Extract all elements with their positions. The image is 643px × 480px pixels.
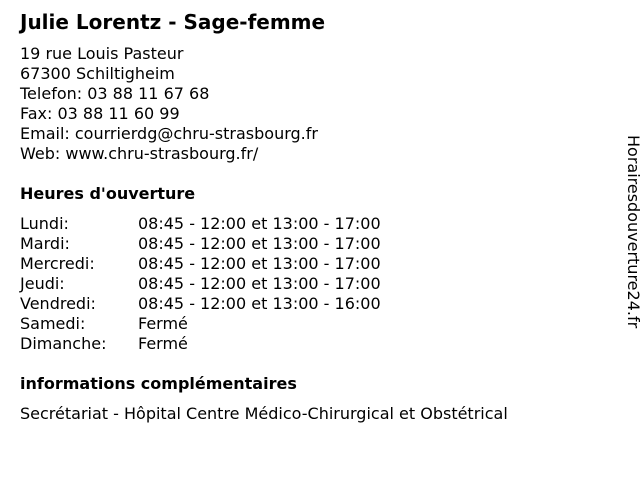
time-value: Fermé	[138, 314, 188, 333]
time-value: 08:45 - 12:00 et 13:00 - 17:00	[138, 254, 381, 273]
day-label: Lundi:	[20, 214, 69, 233]
day-label: Dimanche:	[20, 334, 107, 353]
time-value: Fermé	[138, 334, 188, 353]
street-address: 19 rue Louis Pasteur	[20, 44, 184, 63]
day-label: Mardi:	[20, 234, 70, 253]
site-watermark: Horairesdouverture24.fr	[624, 135, 643, 329]
day-label: Vendredi:	[20, 294, 96, 313]
opening-hours-heading: Heures d'ouverture	[20, 184, 196, 203]
page-title: Julie Lorentz - Sage-femme	[20, 10, 326, 34]
time-value: 08:45 - 12:00 et 13:00 - 17:00	[138, 274, 381, 293]
fax-number: Fax: 03 88 11 60 99	[20, 104, 180, 123]
time-value: 08:45 - 12:00 et 13:00 - 16:00	[138, 294, 381, 313]
time-value: 08:45 - 12:00 et 13:00 - 17:00	[138, 214, 381, 233]
city-postcode: 67300 Schiltigheim	[20, 64, 175, 83]
additional-info-heading: informations complémentaires	[20, 374, 297, 393]
email-address: Email: courrierdg@chru-strasbourg.fr	[20, 124, 318, 143]
day-label: Mercredi:	[20, 254, 95, 273]
time-value: 08:45 - 12:00 et 13:00 - 17:00	[138, 234, 381, 253]
contact-block	[20, 44, 318, 164]
day-label: Jeudi:	[20, 274, 65, 293]
additional-info-text: Secrétariat - Hôpital Centre Médico-Chirurgical et Obstétrical	[20, 404, 508, 423]
phone-number: Telefon: 03 88 11 67 68	[20, 84, 210, 103]
day-label: Samedi:	[20, 314, 86, 333]
website-address: Web: www.chru-strasbourg.fr/	[20, 144, 259, 163]
